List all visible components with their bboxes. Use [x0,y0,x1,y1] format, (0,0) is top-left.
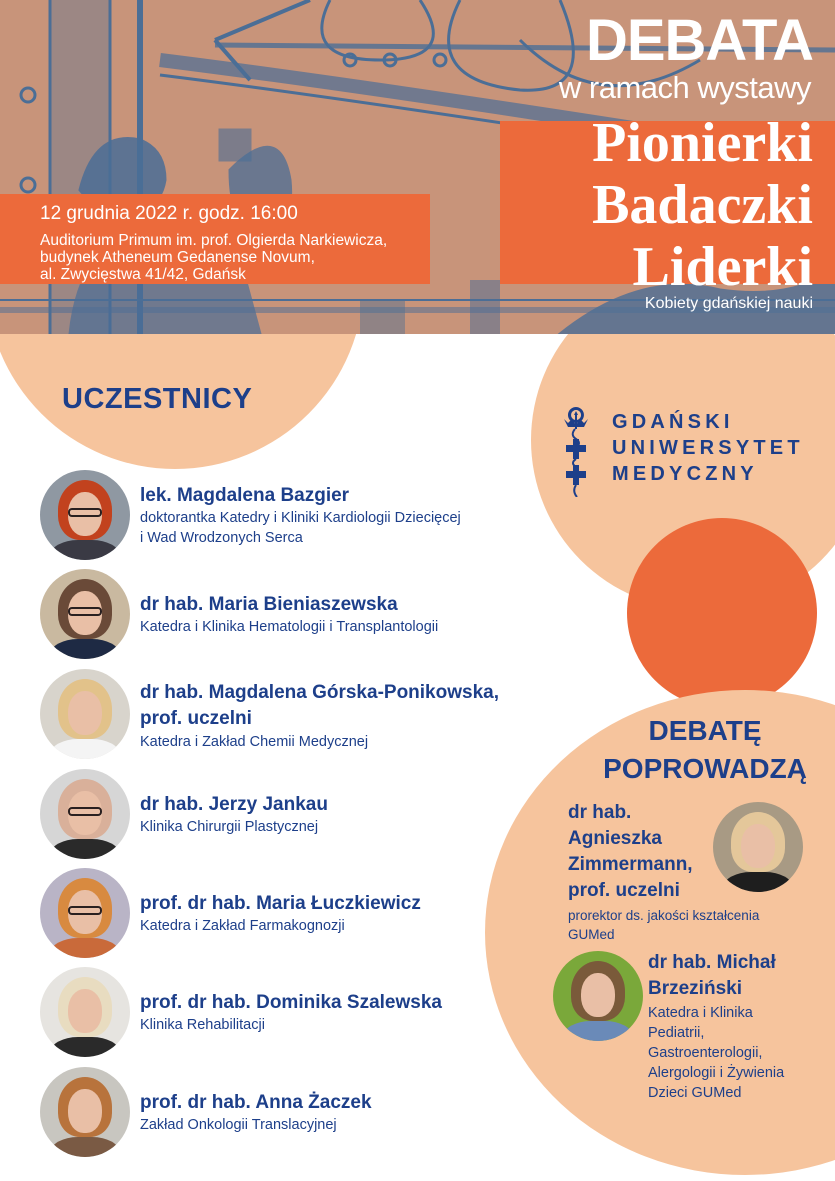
venue-line: budynek Atheneum Gedanense Novum, [40,249,315,266]
participant-name: dr hab. Jerzy Jankau [140,794,328,815]
venue-line: al. Zwycięstwa 41/42, Gdańsk [40,266,246,283]
event-title: DEBATA [585,8,813,73]
participant-affiliation: doktorantka Katedry i Kliniki Kardiologii Dziecięcej [140,510,461,526]
portrait-face [741,824,775,868]
moderator-name: Brzeziński [648,978,742,999]
portrait-clothing [723,872,793,892]
moderator-name: dr hab. Michał [648,952,776,973]
exhibition-title-line: Badaczki [592,174,813,236]
glasses-icon [68,807,102,816]
university-name-line: MEDYCZNY [612,463,758,485]
portrait-clothing [50,739,120,759]
participant-avatar [40,569,130,659]
participant-avatar [40,967,130,1057]
university-name-line: GDAŃSKI [612,411,734,433]
participant-affiliation: Katedra i Zakład Chemii Medycznej [140,734,369,750]
participant-item [40,868,421,958]
participant-item [40,967,442,1057]
gumed-crown-cross-icon [562,405,590,497]
header-banner [0,0,835,334]
participant-affiliation: Katedra i Klinika Hematologii i Transplantologii [140,619,439,635]
portrait-clothing [563,1021,633,1041]
exhibition-title [592,112,813,298]
participant-name: dr hab. Maria Bieniaszewska [140,594,398,615]
moderators-heading-line: POPROWADZĄ [603,753,807,784]
participant-affiliation: Klinika Rehabilitacji [140,1017,265,1033]
portrait-clothing [50,938,120,958]
moderators-heading [560,712,835,788]
participant-avatar [40,669,130,759]
participant-item [40,569,438,659]
moderator-affiliation: Pediatrii, [648,1025,705,1041]
glasses-icon [68,508,102,517]
moderator-name: dr hab. [568,802,632,823]
participant-name: prof. uczelni [140,708,252,729]
moderator-affiliation: Gastroenterologii, [648,1045,763,1061]
event-info-box [0,194,430,284]
moderator-name: Agnieszka [568,828,662,849]
moderator-name: Zimmermann, [568,854,693,875]
portrait-clothing [50,1037,120,1057]
university-name-line: UNIWERSYTET [612,437,804,459]
participant-name: prof. dr hab. Dominika Szalewska [140,992,442,1013]
participant-affiliation: Zakład Onkologii Translacyjnej [140,1117,337,1133]
moderator-affiliation: Dzieci GUMed [648,1085,742,1101]
participant-affiliation: i Wad Wrodzonych Serca [140,530,303,546]
university-name [612,409,804,487]
participant-item [40,769,328,859]
moderators-heading-line: DEBATĘ [648,715,762,746]
exhibition-tagline: Kobiety gdańskiej nauki [644,295,813,312]
participant-avatar [40,1067,130,1157]
portrait-clothing [50,1137,120,1157]
participant-name: dr hab. Magdalena Górska-Ponikowska, [140,682,499,703]
moderator-affiliation: prorektor ds. jakości kształcenia [568,908,760,923]
portrait-face [581,973,615,1017]
portrait-clothing [50,639,120,659]
portrait-face [68,691,102,735]
exhibition-title-line: Pionierki [592,112,813,174]
event-datetime: 12 grudnia 2022 r. godz. 16:00 [40,203,298,224]
glasses-icon [68,607,102,616]
participant-name: lek. Magdalena Bazgier [140,485,350,506]
participant-affiliation: Klinika Chirurgii Plastycznej [140,819,319,835]
participant-item [40,669,499,759]
participant-avatar [40,470,130,560]
participant-avatar [40,868,130,958]
moderator-affiliation: Katedra i Klinika [648,1005,753,1021]
participant-name: prof. dr hab. Maria Łuczkiewicz [140,893,421,914]
glasses-icon [68,906,102,915]
participants-heading: UCZESTNICY [62,383,253,415]
portrait-face [68,989,102,1033]
exhibition-title-line: Liderki [632,236,813,298]
participant-affiliation: Katedra i Zakład Farmakognozji [140,918,345,934]
participant-name: prof. dr hab. Anna Żaczek [140,1092,372,1113]
participant-avatar [40,769,130,859]
venue-line: Auditorium Primum im. prof. Olgierda Narkiewicza, [40,232,388,249]
portrait-clothing [50,540,120,560]
decorative-circle-orange [627,518,817,708]
portrait-clothing [50,839,120,859]
moderator-avatar [553,951,643,1041]
moderator-item [648,950,784,1103]
participant-item [40,470,461,560]
moderator-affiliation: Alergologii i Żywienia [648,1065,785,1081]
participant-item [40,1067,372,1157]
moderator-avatar [713,802,803,892]
moderator-name: prof. uczelni [568,880,680,901]
portrait-face [68,1089,102,1133]
university-logo [562,405,804,497]
moderator-affiliation: GUMed [568,927,615,942]
event-subtitle: w ramach wystawy [558,70,811,105]
